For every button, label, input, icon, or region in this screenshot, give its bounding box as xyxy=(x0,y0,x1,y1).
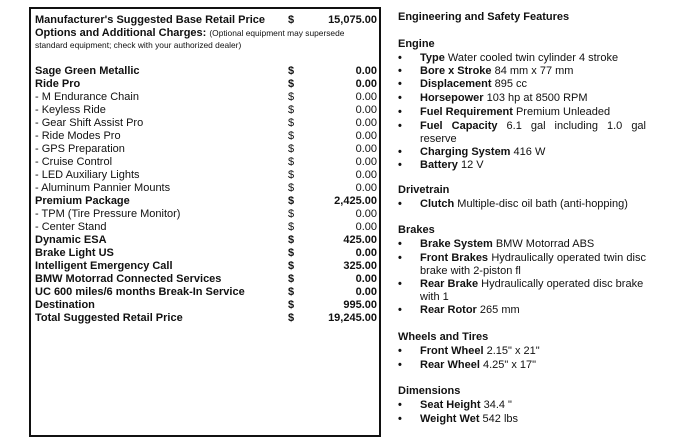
option-row xyxy=(35,286,380,299)
option-amount: 2,425.00 xyxy=(334,195,377,207)
option-label: Ride Pro xyxy=(35,78,81,90)
option-currency: $ xyxy=(288,130,295,142)
feature-value: Hydraulically operated disc brake with 1 xyxy=(420,278,644,303)
feature-text xyxy=(420,413,646,426)
option-currency: $ xyxy=(288,260,295,272)
option-label: - Aluminum Pannier Mounts xyxy=(35,182,171,194)
option-label: UC 600 miles/6 months Break-In Service xyxy=(35,286,245,298)
feature-value: 895 cc xyxy=(494,78,528,90)
feature-text xyxy=(420,345,646,358)
section-heading-engine: Engine xyxy=(398,38,435,50)
option-row xyxy=(35,299,380,312)
option-amount: 0.00 xyxy=(355,143,377,155)
option-amount: 0.00 xyxy=(355,247,377,259)
features-title: Engineering and Safety Features xyxy=(398,11,570,23)
bullet-icon: • xyxy=(398,399,402,411)
feature-value: 265 mm xyxy=(479,304,520,316)
bullet-icon: • xyxy=(398,413,402,425)
option-currency: $ xyxy=(288,182,295,194)
bullet-icon: • xyxy=(398,198,402,210)
option-row xyxy=(35,273,380,286)
option-amount: 0.00 xyxy=(355,78,377,90)
feature-text xyxy=(420,92,646,105)
option-amount: 0.00 xyxy=(355,169,377,181)
option-amount: 425.00 xyxy=(343,234,377,246)
option-row xyxy=(35,143,380,156)
option-label: BMW Motorrad Connected Services xyxy=(35,273,222,285)
option-row xyxy=(35,195,380,208)
option-amount: 995.00 xyxy=(343,299,377,311)
option-label: Destination xyxy=(35,299,95,311)
total-row xyxy=(35,312,380,325)
options-note-2: standard equipment; check with your authorized dealer) xyxy=(35,40,242,50)
option-row xyxy=(35,234,380,247)
bullet-icon: • xyxy=(398,252,402,264)
feature-text xyxy=(420,278,646,304)
option-row xyxy=(35,65,380,78)
option-row xyxy=(35,78,380,91)
feature-text xyxy=(420,238,646,251)
option-row xyxy=(35,260,380,273)
option-amount: 0.00 xyxy=(355,208,377,220)
option-row xyxy=(35,156,380,169)
feature-text xyxy=(420,106,646,119)
feature-key: Rear Wheel xyxy=(420,359,480,371)
option-label: - Ride Modes Pro xyxy=(35,130,121,142)
option-currency: $ xyxy=(288,156,295,168)
option-amount: 0.00 xyxy=(355,65,377,77)
option-amount: 19,245.00 xyxy=(328,312,377,324)
feature-key: Seat Height xyxy=(420,399,481,411)
feature-key: Clutch xyxy=(420,198,455,210)
bullet-icon: • xyxy=(398,106,402,118)
options-note-1: (Optional equipment may supersede xyxy=(209,28,345,38)
section-heading-wheels: Wheels and Tires xyxy=(398,331,489,343)
option-amount: 0.00 xyxy=(355,156,377,168)
option-amount: 0.00 xyxy=(355,91,377,103)
feature-text xyxy=(420,146,646,159)
option-currency: $ xyxy=(288,78,295,90)
bullet-icon: • xyxy=(398,345,402,357)
feature-value: 12 V xyxy=(460,159,484,171)
option-label: - Cruise Control xyxy=(35,156,113,168)
feature-key: Type xyxy=(420,52,445,64)
feature-value: Premium Unleaded xyxy=(515,106,611,118)
feature-key: Rear Rotor xyxy=(420,304,477,316)
options-label: Options and Additional Charges: xyxy=(35,27,207,39)
feature-value: BMW Motorrad ABS xyxy=(495,238,595,250)
feature-key: Rear Brake xyxy=(420,278,479,290)
option-label: - Gear Shift Assist Pro xyxy=(35,117,144,129)
option-label: Total Suggested Retail Price xyxy=(35,312,183,324)
feature-text xyxy=(420,159,646,172)
feature-text xyxy=(420,65,646,78)
option-label: - LED Auxiliary Lights xyxy=(35,169,140,181)
feature-key: Brake System xyxy=(420,238,493,250)
option-currency: $ xyxy=(288,208,295,220)
feature-text xyxy=(420,120,646,146)
option-label: Dynamic ESA xyxy=(35,234,107,246)
option-currency: $ xyxy=(288,221,295,233)
option-amount: 0.00 xyxy=(355,182,377,194)
option-label: Sage Green Metallic xyxy=(35,65,140,77)
section-heading-dimensions: Dimensions xyxy=(398,385,461,397)
bullet-icon: • xyxy=(398,120,402,132)
feature-text xyxy=(420,198,646,211)
feature-key: Charging System xyxy=(420,146,511,158)
option-currency: $ xyxy=(288,169,295,181)
option-amount: 0.00 xyxy=(355,117,377,129)
feature-value: 542 lbs xyxy=(482,413,519,425)
bullet-icon: • xyxy=(398,238,402,250)
option-amount: 325.00 xyxy=(343,260,377,272)
feature-value: 84 mm x 77 mm xyxy=(494,65,574,77)
msrp-label: Manufacturer's Suggested Base Retail Price xyxy=(35,14,266,26)
feature-key: Fuel Requirement xyxy=(420,106,513,118)
option-currency: $ xyxy=(288,117,295,129)
option-amount: 0.00 xyxy=(355,221,377,233)
option-row xyxy=(35,117,380,130)
bullet-icon: • xyxy=(398,304,402,316)
bullet-icon: • xyxy=(398,92,402,104)
option-label: Intelligent Emergency Call xyxy=(35,260,173,272)
section-heading-brakes: Brakes xyxy=(398,224,435,236)
feature-text xyxy=(420,52,646,65)
feature-value: 103 hp at 8500 RPM xyxy=(486,92,588,104)
bullet-icon: • xyxy=(398,65,402,77)
bullet-icon: • xyxy=(398,146,402,158)
section-heading-drivetrain: Drivetrain xyxy=(398,184,450,196)
bullet-icon: • xyxy=(398,52,402,64)
option-label: - GPS Preparation xyxy=(35,143,125,155)
option-currency: $ xyxy=(288,286,295,298)
feature-value: 4.25" x 17" xyxy=(482,359,537,371)
feature-key: Weight Wet xyxy=(420,413,480,425)
feature-text xyxy=(420,359,646,372)
option-currency: $ xyxy=(288,91,295,103)
feature-text xyxy=(420,304,646,317)
feature-text xyxy=(420,399,646,412)
feature-text xyxy=(420,252,646,278)
option-label: - M Endurance Chain xyxy=(35,91,139,103)
feature-key: Displacement xyxy=(420,78,492,90)
msrp-row xyxy=(35,14,380,27)
feature-value: 416 W xyxy=(513,146,546,158)
feature-value: Multiple-disc oil bath (anti-hopping) xyxy=(457,198,628,210)
option-currency: $ xyxy=(288,273,295,285)
option-currency: $ xyxy=(288,234,295,246)
option-currency: $ xyxy=(288,143,295,155)
option-row xyxy=(35,182,380,195)
feature-key: Front Brakes xyxy=(420,252,489,264)
msrp-value: 15,075.00 xyxy=(328,14,377,26)
feature-key: Fuel Capacity xyxy=(420,120,498,132)
bullet-icon: • xyxy=(398,159,402,171)
option-row xyxy=(35,104,380,117)
option-amount: 0.00 xyxy=(355,130,377,142)
option-label: - Keyless Ride xyxy=(35,104,106,116)
feature-key: Bore x Stroke xyxy=(420,65,492,77)
option-row xyxy=(35,91,380,104)
option-currency: $ xyxy=(288,247,295,259)
option-currency: $ xyxy=(288,299,295,311)
option-label: - TPM (Tire Pressure Monitor) xyxy=(35,208,181,220)
option-currency: $ xyxy=(288,195,295,207)
feature-key: Horsepower xyxy=(420,92,484,104)
option-currency: $ xyxy=(288,312,295,324)
bullet-icon: • xyxy=(398,359,402,371)
option-row xyxy=(35,208,380,221)
option-label: Brake Light US xyxy=(35,247,114,259)
option-row xyxy=(35,130,380,143)
options-heading-line xyxy=(35,27,344,39)
msrp-currency: $ xyxy=(288,14,295,26)
feature-value: Water cooled twin cylinder 4 stroke xyxy=(447,52,619,64)
feature-key: Battery xyxy=(420,159,458,171)
option-row xyxy=(35,169,380,182)
feature-value: 2.15" x 21" xyxy=(486,345,540,357)
feature-text xyxy=(420,78,646,91)
option-amount: 0.00 xyxy=(355,286,377,298)
bullet-icon: • xyxy=(398,78,402,90)
feature-value: 34.4 " xyxy=(483,399,512,411)
option-row xyxy=(35,221,380,234)
option-row xyxy=(35,247,380,260)
feature-value: Hydraulically operated twin disc brake with 2-piston fl xyxy=(420,252,646,277)
option-currency: $ xyxy=(288,104,295,116)
option-label: - Center Stand xyxy=(35,221,107,233)
option-amount: 0.00 xyxy=(355,104,377,116)
option-label: Premium Package xyxy=(35,195,130,207)
option-currency: $ xyxy=(288,65,295,77)
option-amount: 0.00 xyxy=(355,273,377,285)
feature-key: Front Wheel xyxy=(420,345,484,357)
feature-value: 6.1 gal including 1.0 gal reserve xyxy=(420,120,646,145)
bullet-icon: • xyxy=(398,278,402,290)
